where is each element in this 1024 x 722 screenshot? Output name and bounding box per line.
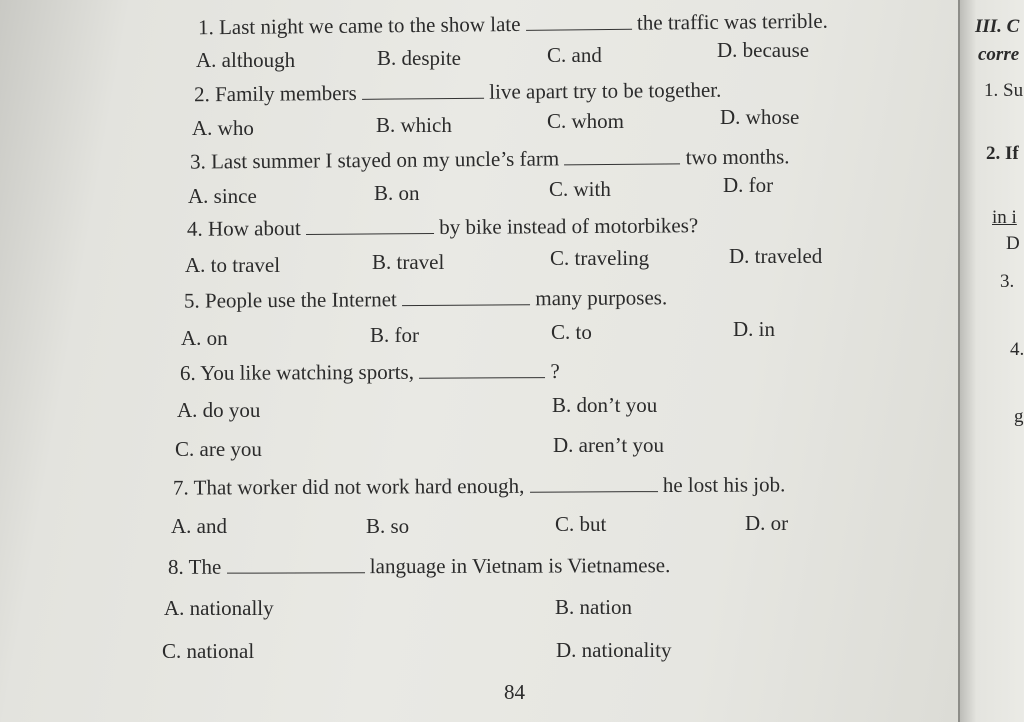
option-8d: D. nationality xyxy=(556,638,672,662)
question-6 xyxy=(180,359,560,386)
question-2-text-after: live apart try to be together. xyxy=(489,77,722,104)
answer-blank-7 xyxy=(530,477,658,493)
adjacent-heading-sub: corre xyxy=(978,44,1020,65)
question-7-text: 7. That worker did not work hard enough, xyxy=(172,473,525,500)
question-3-text-after: two months. xyxy=(685,144,790,170)
option-8c: C. national xyxy=(162,639,255,663)
question-4-text-after: by bike instead of motorbikes? xyxy=(439,213,699,240)
option-2b: B. which xyxy=(376,113,452,137)
option-4d: D. traveled xyxy=(729,244,823,268)
option-4c: C. traveling xyxy=(550,246,650,270)
adjacent-item-4: 4. xyxy=(1010,339,1024,360)
option-2c: C. whom xyxy=(547,109,625,133)
option-6b: B. don’t you xyxy=(552,393,658,417)
question-3 xyxy=(190,144,790,174)
adjacent-item-1: 1. Su xyxy=(984,80,1024,101)
option-4a: A. to travel xyxy=(185,253,281,277)
option-5a: A. on xyxy=(181,326,228,350)
question-4 xyxy=(187,213,698,242)
option-5b: B. for xyxy=(370,323,419,347)
option-4b: B. travel xyxy=(372,250,445,274)
option-1d: D. because xyxy=(717,38,810,62)
option-5d: D. in xyxy=(733,317,775,341)
option-8b: B. nation xyxy=(555,595,632,619)
adjacent-item-3: 3. xyxy=(1000,271,1015,292)
question-5-text: 5. People use the Internet xyxy=(183,287,397,313)
question-5 xyxy=(184,285,667,313)
option-3b: B. on xyxy=(374,181,420,205)
question-6-text: 6. You like watching sports, xyxy=(179,359,414,385)
question-7 xyxy=(173,472,785,500)
option-2d: D. whose xyxy=(720,105,800,129)
question-2 xyxy=(194,78,722,108)
question-3-text: 3. Last summer I stayed on my uncle’s farm xyxy=(189,146,560,174)
adjacent-text-ini: in i xyxy=(992,207,1017,228)
option-7a: A. and xyxy=(171,514,227,538)
option-1b: B. despite xyxy=(377,46,461,70)
answer-blank-1 xyxy=(526,15,632,31)
question-1-text-after: the traffic was terrible. xyxy=(636,8,828,35)
answer-blank-6 xyxy=(419,363,545,379)
option-6a: A. do you xyxy=(177,398,261,422)
answer-blank-4 xyxy=(306,219,434,235)
adjacent-item-2: 2. If xyxy=(986,143,1019,164)
adjacent-heading: III. C xyxy=(975,16,1020,37)
question-7-text-after: he lost his job. xyxy=(662,472,786,498)
question-1-text: 1. Last night we came to the show late xyxy=(197,11,521,40)
page-number: 84 xyxy=(504,680,525,704)
option-3d: D. for xyxy=(723,173,774,197)
option-3a: A. since xyxy=(188,184,257,208)
answer-blank-8 xyxy=(227,558,365,573)
option-8a: A. nationally xyxy=(164,596,274,620)
option-6c: C. are you xyxy=(175,437,262,461)
question-6-text-after: ? xyxy=(550,359,560,384)
question-5-text-after: many purposes. xyxy=(535,285,668,311)
question-8-text: 8. The xyxy=(167,554,222,579)
option-6d: D. aren’t you xyxy=(553,433,664,457)
question-2-text: 2. Family members xyxy=(193,80,357,107)
adjacent-page-edge xyxy=(958,0,1024,722)
question-1 xyxy=(198,9,828,41)
adjacent-text-g: g xyxy=(1014,406,1024,427)
answer-blank-2 xyxy=(362,84,484,100)
question-4-text: 4. How about xyxy=(186,215,301,241)
adjacent-text-d: D xyxy=(1006,233,1020,254)
question-8-text-after: language in Vietnam is Vietnamese. xyxy=(369,553,671,579)
option-7c: C. but xyxy=(555,512,607,536)
answer-blank-3 xyxy=(564,149,680,165)
answer-blank-5 xyxy=(402,290,530,306)
option-1a: A. although xyxy=(196,48,296,72)
option-3c: C. with xyxy=(549,177,611,201)
option-7b: B. so xyxy=(366,514,410,538)
option-1c: C. and xyxy=(547,43,602,67)
question-8 xyxy=(168,553,670,580)
option-5c: C. to xyxy=(551,320,592,344)
option-2a: A. who xyxy=(192,116,254,140)
option-7d: D. or xyxy=(745,511,789,535)
